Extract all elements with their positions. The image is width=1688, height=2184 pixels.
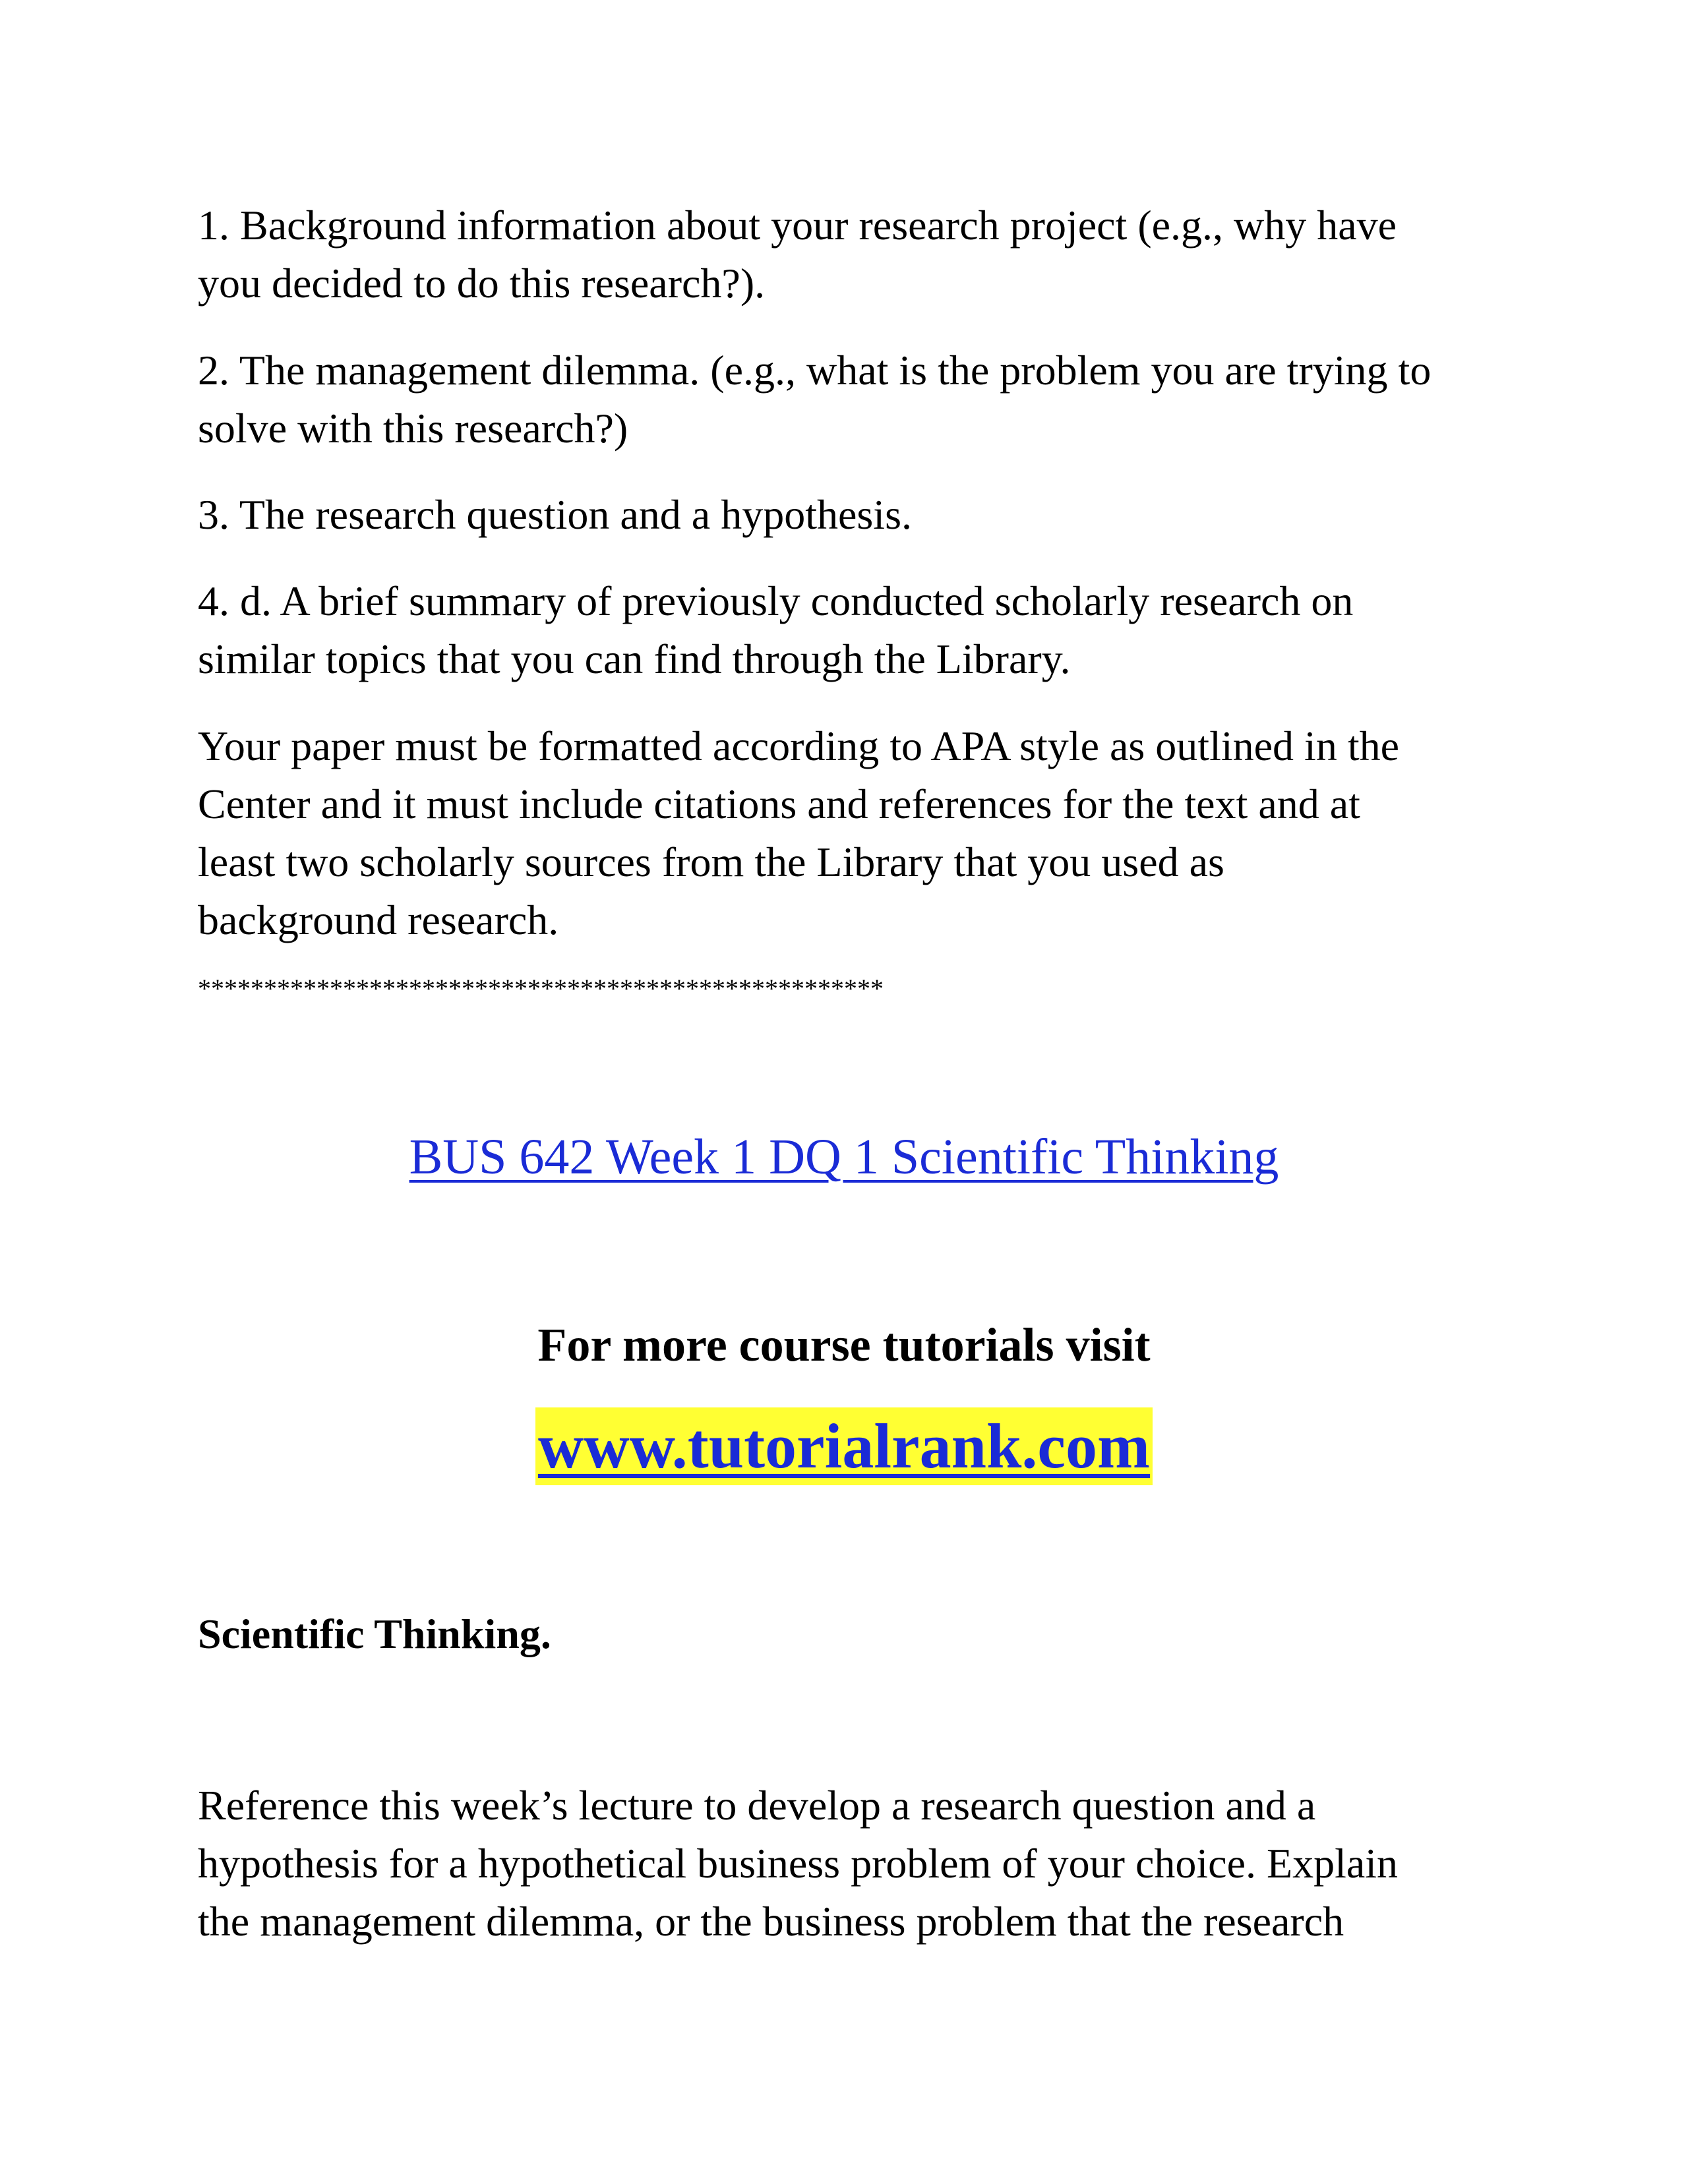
website-link[interactable] — [0, 1407, 1688, 1485]
format-paragraph: Your paper must be formatted according to APA style as outlined in the Center and it must include citations and references for the text and at least two scholarly sources from the Library that you used as background research. — [198, 723, 1399, 943]
item-management-dilemma: 2. The management dilemma. (e.g., what is the problem you are trying to solve with this research?) — [198, 347, 1432, 452]
website-link-text[interactable]: www.tutorialrank.com — [535, 1407, 1153, 1485]
section-heading: Scientific Thinking. — [198, 1610, 551, 1657]
section-body: Reference this week’s lecture to develop a research question and a hypothesis for a hypothetical business problem of your choice. Explain the management dilemma, or the business problem that the research — [198, 1782, 1399, 1945]
item-background-info: 1. Background information about your research project (e.g., why have you decided to do this research?). — [198, 202, 1397, 307]
item-research-question: 3. The research question and a hypothesis. — [198, 491, 912, 538]
promo-text: For more course tutorials visit — [537, 1318, 1151, 1371]
item-scholarly-summary: 4. d. A brief summary of previously conducted scholarly research on similar topics that you can find through the Library. — [198, 577, 1354, 682]
course-link-title[interactable] — [0, 1124, 1688, 1190]
course-link-text[interactable]: BUS 642 Week 1 DQ 1 Scientific Thinking — [409, 1129, 1279, 1185]
separator-line: **************************************************** — [198, 974, 884, 1003]
